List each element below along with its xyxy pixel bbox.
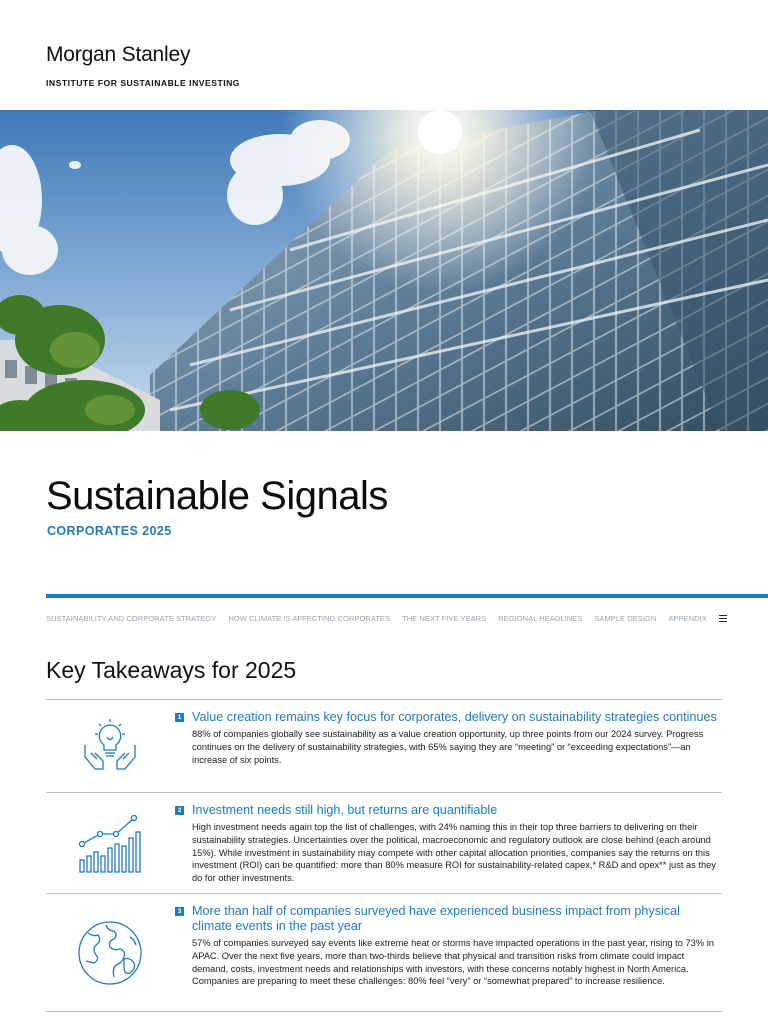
- brand-logo: [46, 44, 240, 88]
- nav-item-appendix[interactable]: APPENDIX: [668, 614, 707, 623]
- lightbulb-in-hands-icon: [79, 715, 141, 777]
- nav-item-climate-impact[interactable]: HOW CLIMATE IS AFFECTING CORPORATES: [228, 614, 391, 623]
- report-title: Sustainable Signals: [46, 474, 388, 518]
- takeaway-title: Investment needs still high, but returns are quantifiable: [192, 803, 498, 817]
- brand-subtitle: INSTITUTE FOR SUSTAINABLE INVESTING: [46, 78, 240, 88]
- takeaway-item: [46, 792, 722, 893]
- takeaway-body: 88% of companies globally see sustainability as a value creation opportunity, up three points from our 2024 survey. Progress continues on the delivery of sustainability strategies, with 65% saying they are “meeting” or “exceeding expectations”—an increase of six points.: [192, 729, 704, 765]
- nav-item-next-five-years[interactable]: THE NEXT FIVE YEARS: [402, 614, 487, 623]
- hamburger-menu-icon[interactable]: [719, 615, 727, 622]
- takeaway-number: 1: [175, 713, 184, 722]
- takeaways-list: [46, 699, 722, 1024]
- takeaway-number: 3: [175, 907, 184, 916]
- takeaway-item: [46, 893, 722, 1011]
- section-nav: [46, 614, 727, 623]
- growth-chart-icon: [76, 810, 144, 876]
- globe-icon: [76, 919, 144, 987]
- nav-item-regional-headlines[interactable]: REGIONAL HEADLINES: [498, 614, 583, 623]
- takeaway-number: 2: [175, 806, 184, 815]
- takeaway-divider: [46, 1011, 722, 1024]
- takeaway-title: Value creation remains key focus for corporates, delivery on sustainability strategies continues: [192, 710, 717, 724]
- takeaway-item: [46, 699, 722, 792]
- section-heading: Key Takeaways for 2025: [46, 657, 297, 683]
- takeaway-title: More than half of companies surveyed have experienced business impact from physical climate events in the past year: [192, 904, 680, 933]
- nav-item-sustainability-strategy[interactable]: SUSTAINABILITY AND CORPORATE STRATEGY: [46, 614, 217, 623]
- brand-name: Morgan Stanley: [46, 43, 191, 66]
- nav-item-sample-design[interactable]: SAMPLE DESIGN: [594, 614, 657, 623]
- nav-divider: [46, 594, 768, 598]
- report-subtitle: CORPORATES 2025: [47, 524, 172, 538]
- takeaway-body: 57% of companies surveyed say events like extreme heat or storms have impacted operations in the past year, rising to 73% in APAC. Over the next five years, more than two-thirds believe that physical and transition risks from climate could impact demand, costs, investment needs and relationships with investors, with these concerns notably highest in North America. Companies are preparing to meet these challenges: 80% feel “very” or “somewhat prepared” to increase resilience.: [192, 938, 714, 987]
- takeaway-body: High investment needs again top the list of challenges, with 24% naming this in their top three barriers to delivering on their sustainability strategies. Uncertainties over the political, macroeconomic and regulatory outlook are close behind (each around 15%). While investment in sustainability may compete with other capital allocation priorities, companies say the returns on this investment (ROI) can be quantified: more than 80% measure ROI for sustainability-related capex,* R&D and opex** just as they do for other investments.: [192, 822, 716, 884]
- hero-image: [0, 110, 768, 431]
